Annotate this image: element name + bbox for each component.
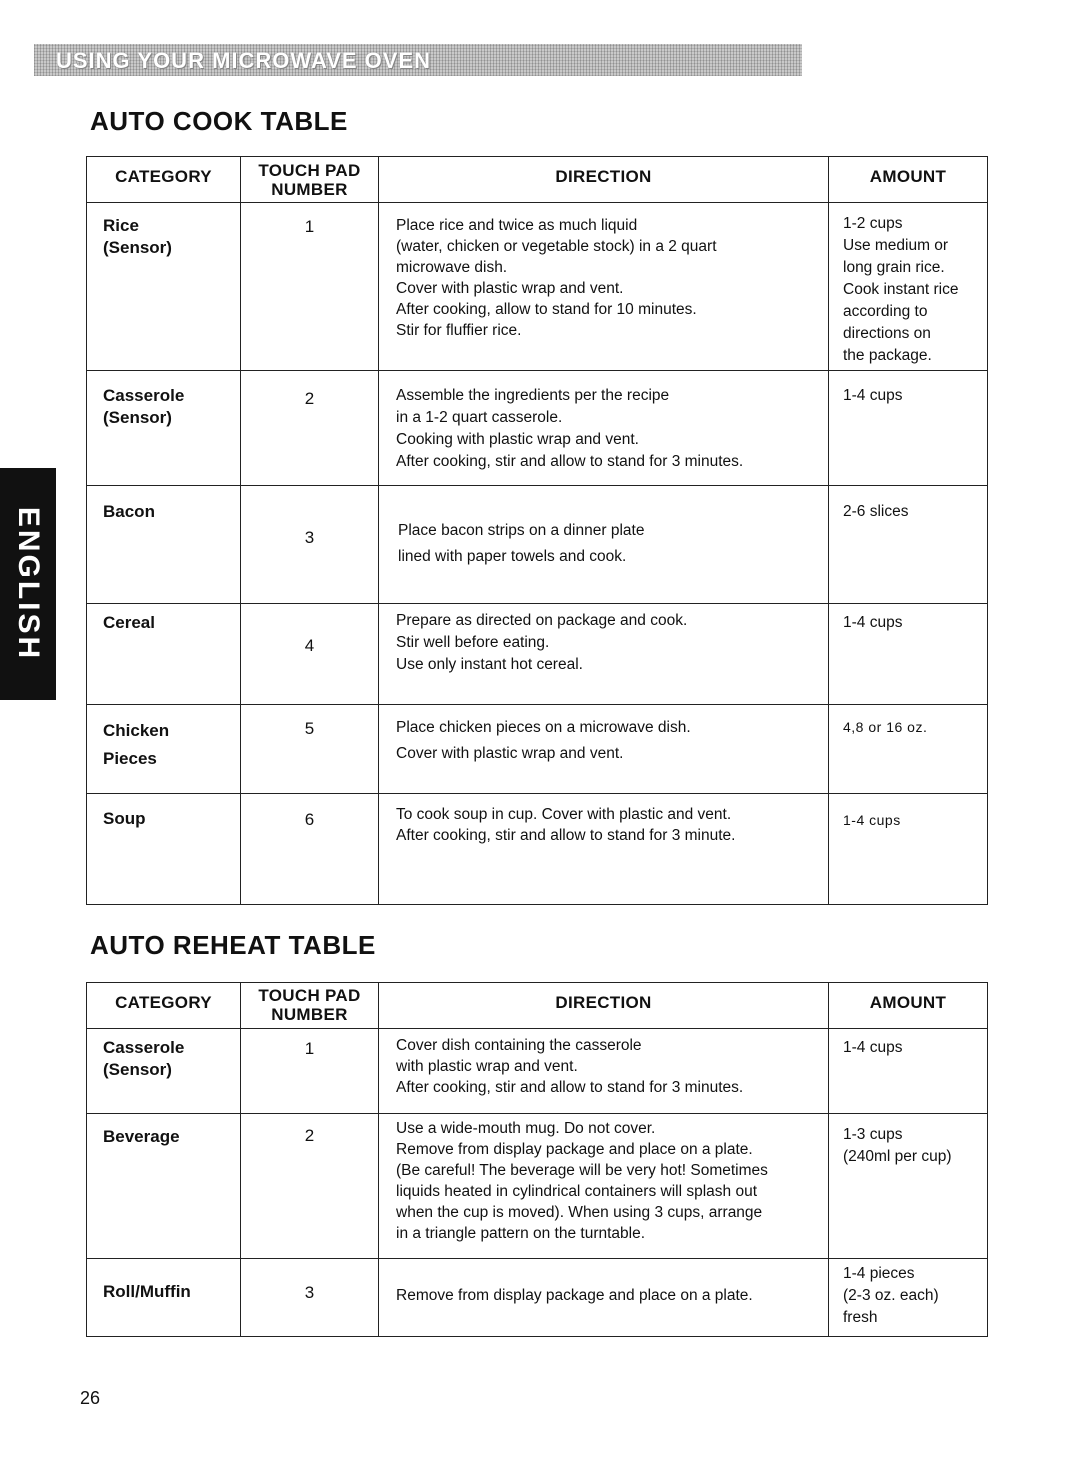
auto-reheat-table	[86, 982, 988, 1337]
row-number: 4	[304, 636, 315, 655]
table-row	[87, 203, 987, 371]
row-direction: Prepare as directed on package and cook. Stir well before eating. Use only instant hot cereal.	[396, 612, 688, 673]
table-row	[87, 1259, 987, 1336]
language-tab	[0, 468, 56, 700]
row-amount: 1-4 cups	[843, 812, 901, 828]
header-number: NUMBER	[271, 1005, 348, 1024]
row-direction: Cover dish containing the casserole with plastic wrap and vent. After cooking, stir and allow to stand for 3 minutes.	[396, 1037, 744, 1096]
row-category: Soup	[103, 809, 146, 828]
header-touch-pad: TOUCH PAD	[258, 161, 361, 180]
row-category: Casserole (Sensor)	[103, 386, 185, 427]
row-direction: Place chicken pieces on a microwave dish. Cover with plastic wrap and vent.	[396, 719, 691, 762]
header-category: CATEGORY	[115, 167, 212, 186]
section-banner	[34, 44, 802, 76]
row-direction: Remove from display package and place on a plate.	[396, 1287, 753, 1304]
row-number: 5	[304, 719, 315, 738]
table-row	[87, 1029, 987, 1114]
row-category: Chicken Pieces	[103, 721, 170, 768]
row-direction: To cook soup in cup. Cover with plastic and vent. After cooking, stir and allow to stand for 3 minute.	[396, 806, 736, 844]
header-touch-pad: TOUCH PAD	[258, 986, 361, 1005]
language-tab-label: ENGLISH	[12, 506, 45, 662]
table-row	[87, 604, 987, 705]
row-number: 3	[304, 1283, 315, 1302]
table-header	[87, 983, 987, 1029]
row-number: 6	[304, 810, 315, 829]
row-category: Casserole (Sensor)	[103, 1038, 185, 1079]
row-amount: 1-4 cups	[843, 1039, 903, 1056]
page-number: 26	[80, 1388, 101, 1408]
auto-cook-table	[86, 156, 988, 905]
auto-cook-title: AUTO COOK TABLE	[90, 106, 348, 136]
table-row	[87, 1114, 987, 1259]
banner-title: USING YOUR MICROWAVE OVEN	[56, 48, 432, 73]
header-direction: DIRECTION	[555, 167, 652, 186]
table-row	[87, 794, 987, 904]
table-row	[87, 371, 987, 486]
header-amount: AMOUNT	[869, 167, 947, 186]
row-category: Bacon	[103, 502, 155, 521]
row-number: 2	[304, 389, 315, 408]
row-number: 3	[304, 528, 315, 547]
row-direction: Use a wide-mouth mug. Do not cover. Remove from display package and place on a plate. (Be careful! The beverage will be very hot! Sometimes liquids heated in cylindrical containers will splash out when the cup is moved). When using 3 cups, arrange in a triangle pattern on the turntable.	[396, 1120, 768, 1242]
row-amount: 1-4 pieces (2-3 oz. each) fresh	[843, 1265, 939, 1326]
row-amount: 1-4 cups	[843, 614, 903, 631]
row-category: Roll/Muffin	[103, 1282, 191, 1301]
table-row	[87, 705, 987, 794]
row-number: 2	[304, 1126, 315, 1145]
table-header	[87, 157, 987, 203]
header-direction: DIRECTION	[555, 993, 652, 1012]
row-category: Cereal	[103, 613, 155, 632]
row-direction: Place rice and twice as much liquid (water, chicken or vegetable stock) in a 2 quart microwave dish. Cover with plastic wrap and vent. After cooking, allow to stand for 10 minutes. Stir for fluffier rice.	[396, 217, 717, 339]
row-category: Rice (Sensor)	[103, 216, 172, 257]
row-amount: 1-3 cups (240ml per cup)	[843, 1126, 952, 1165]
row-number: 1	[304, 217, 315, 236]
row-amount: 1-2 cups Use medium or long grain rice. Cook instant rice according to directions on the package.	[843, 215, 959, 364]
row-amount: 4,8 or 16 oz.	[843, 719, 928, 735]
row-category: Beverage	[103, 1127, 180, 1146]
row-amount: 1-4 cups	[843, 387, 903, 404]
row-amount: 2-6 slices	[843, 503, 909, 520]
header-number: NUMBER	[271, 180, 348, 199]
row-direction: Place bacon strips on a dinner plate lined with paper towels and cook.	[398, 522, 645, 565]
table-row	[87, 486, 987, 604]
row-direction: Assemble the ingredients per the recipe in a 1-2 quart casserole. Cooking with plastic wrap and vent. After cooking, stir and allow to stand for 3 minutes.	[396, 387, 744, 470]
header-amount: AMOUNT	[869, 993, 947, 1012]
auto-reheat-title: AUTO REHEAT TABLE	[90, 930, 376, 960]
row-number: 1	[304, 1039, 315, 1058]
header-category: CATEGORY	[115, 993, 212, 1012]
